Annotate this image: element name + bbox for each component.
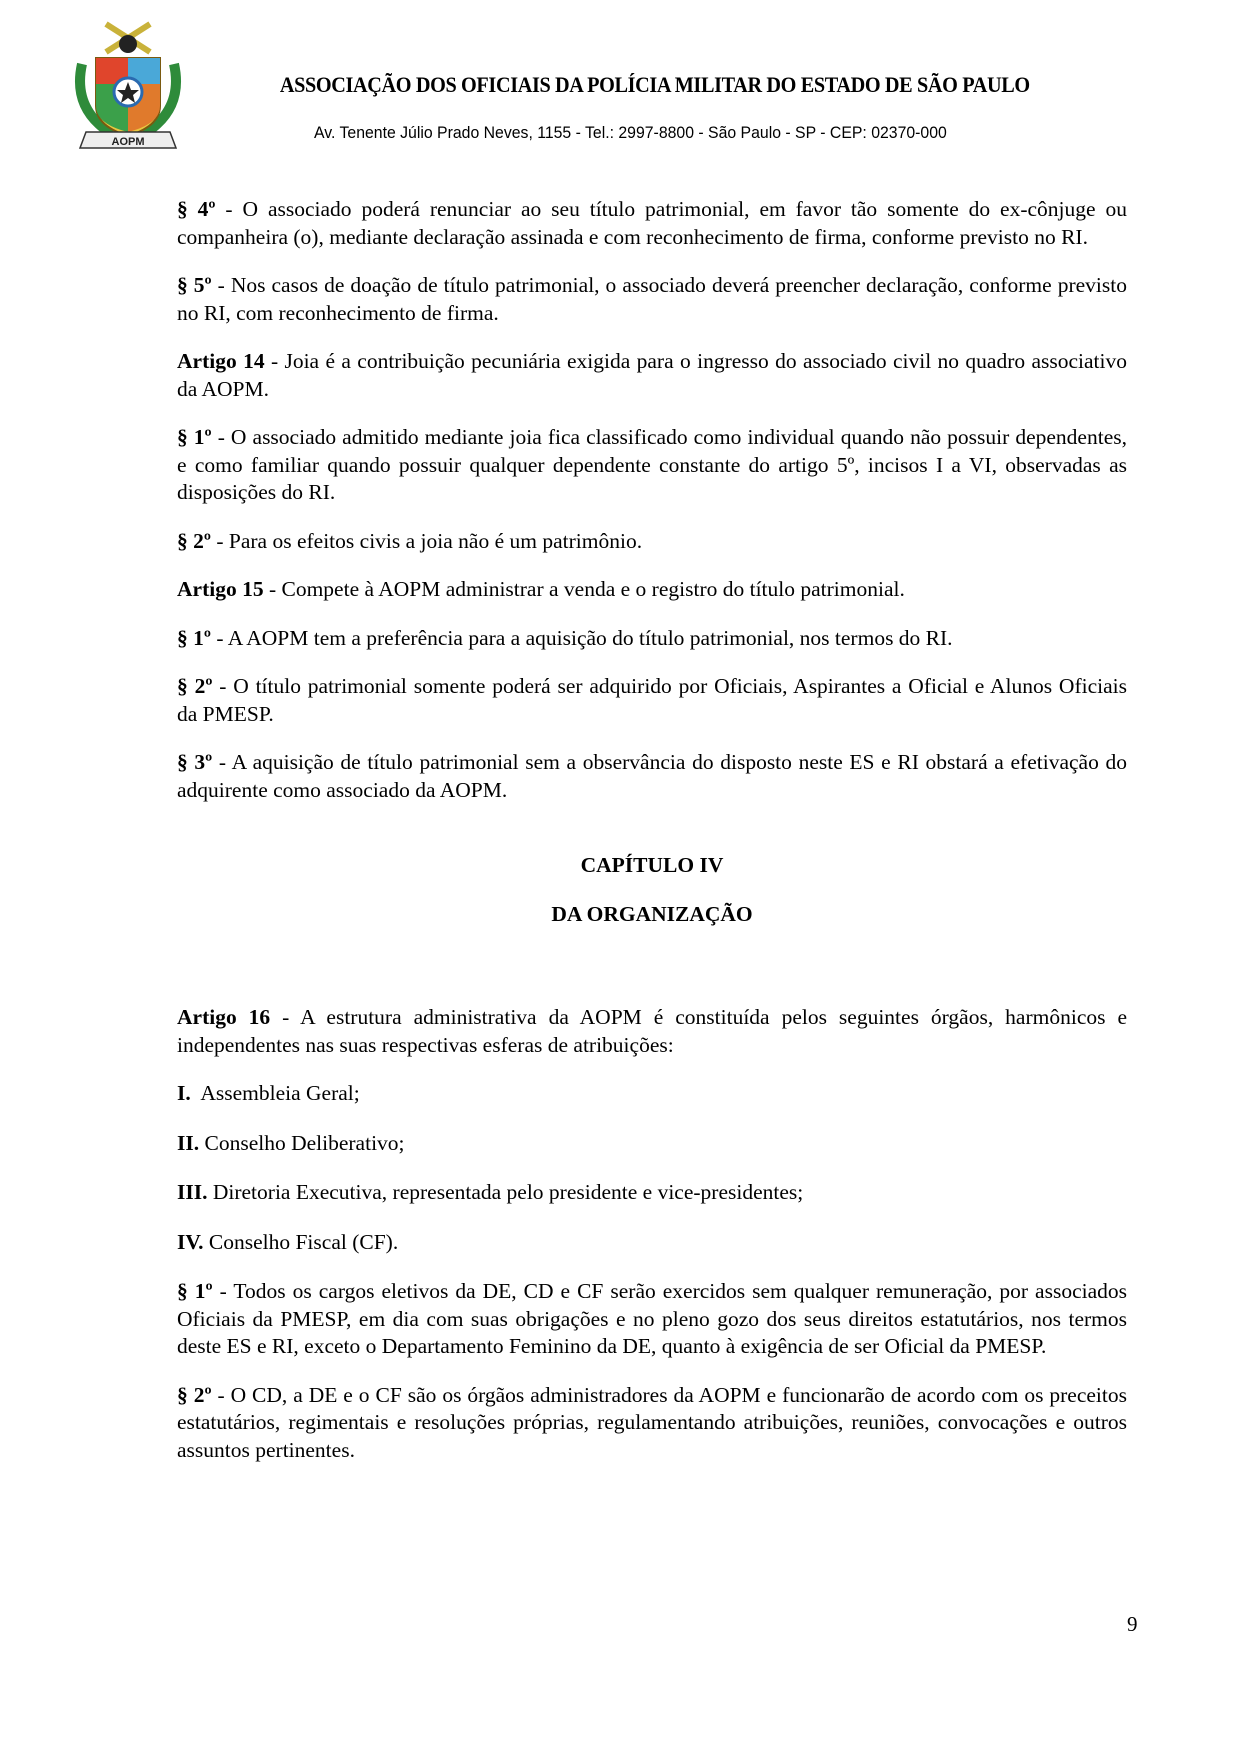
article-label: Artigo 16 <box>177 1005 271 1029</box>
paragraph-text: - O CD, a DE e o CF são os órgãos administradores da AOPM e funcionarão de acordo com os preceitos estatutários, regimentais e resoluções próprias, regulamentando atribuições, reuniões, convocações e outros assuntos pertinentes. <box>177 1382 1133 1462</box>
paragraph <box>177 348 1133 403</box>
list-item <box>177 1229 1127 1257</box>
crossed-pistols-icon <box>106 24 150 53</box>
paragraph <box>177 576 1127 604</box>
paragraph-label: § 2º <box>177 1382 212 1407</box>
list-item <box>177 1179 1127 1207</box>
paragraph-text: - A AOPM tem a preferência para a aquisição do título patrimonial, nos termos do RI. <box>210 625 953 650</box>
list-item-text: Conselho Fiscal (CF). <box>203 1229 399 1254</box>
list-item-text: Assembleia Geral; <box>190 1081 360 1105</box>
paragraph-label: § 4º <box>177 197 216 221</box>
paragraph <box>177 528 1127 556</box>
chapter-title: DA ORGANIZAÇÃO <box>551 901 753 926</box>
paragraph-text: - Para os efeitos civis a joia não é um patrimônio. <box>210 528 643 553</box>
organ-list <box>177 1080 1127 1256</box>
paragraph <box>177 196 1133 251</box>
page-number: 9 <box>1127 1612 1138 1636</box>
paragraph <box>177 749 1133 804</box>
organization-title: ASSOCIAÇÃO DOS OFICIAIS DA POLÍCIA MILITAR DO ESTADO DE SÃO PAULO <box>279 72 1030 97</box>
list-item-label: III. <box>177 1180 208 1204</box>
paragraph-text: - O associado admitido mediante joia fica classificado como individual quando não possuir dependentes, e como familiar quando possuir qualquer dependente constante do artigo 5º, incisos I a VI, observadas as disposições do RI. <box>177 425 1133 504</box>
paragraph-label: § 2º <box>177 674 213 698</box>
paragraphs-top <box>177 196 1133 804</box>
paragraph-label: § 1º <box>177 1279 213 1303</box>
list-item-text: Conselho Deliberativo; <box>199 1130 405 1155</box>
paragraph-text: - Compete à AOPM administrar a venda e o registro do título patrimonial. <box>263 577 905 601</box>
article-text: - A estrutura administrativa da AOPM é constituída pelos seguintes órgãos, harmônicos e independentes nas suas respectivas esferas de atribuições: <box>177 1005 1128 1057</box>
paragraph <box>177 1382 1133 1465</box>
paragraph <box>177 272 1133 327</box>
list-item <box>177 1080 1127 1108</box>
paragraph-text: - A aquisição de título patrimonial sem a observância do disposto neste ES e RI obstará a efetivação do adquirente como associado da AOPM. <box>177 750 1133 802</box>
list-item <box>177 1130 1127 1158</box>
list-item-label: IV. <box>177 1229 204 1254</box>
article-16 <box>177 1004 1127 1059</box>
paragraph-text: - O título patrimonial somente poderá ser adquirido por Oficiais, Aspirantes a Oficial e Alunos Oficiais da PMESP. <box>177 674 1133 726</box>
list-item-label: II. <box>177 1130 200 1155</box>
paragraph-text: - Todos os cargos eletivos da DE, CD e CF serão exercidos sem qualquer remuneração, por associados Oficiais da PMESP, em dia com suas obrigações e no pleno gozo dos seus direitos estatutários, nos termos deste ES e RI, exceto o Departamento Feminino da DE, quanto à exigência de ser Oficial da PMESP. <box>177 1279 1133 1358</box>
paragraph-label: § 2º <box>177 528 211 553</box>
paragraph-label: Artigo 14 <box>177 349 265 373</box>
organization-address: Av. Tenente Júlio Prado Neves, 1155 - Tel.: 2997-8800 - São Paulo - SP - CEP: 02370-000 <box>314 123 947 142</box>
paragraph <box>177 1278 1133 1361</box>
chapter-number: CAPÍTULO IV <box>580 853 724 877</box>
paragraph-text: - Joia é a contribuição pecuniária exigida para o ingresso do associado civil no quadro associativo da AOPM. <box>177 349 1133 401</box>
paragraphs-bottom <box>177 1278 1133 1464</box>
paragraph-label: § 5º <box>177 273 212 297</box>
paragraph <box>177 625 1127 653</box>
logo-label: AOPM <box>111 136 145 148</box>
paragraph-label: § 3º <box>177 750 213 774</box>
paragraph-label: § 1º <box>177 625 211 650</box>
aopm-logo <box>72 14 184 154</box>
document-body <box>177 196 1133 1485</box>
paragraph-label: § 1º <box>177 425 212 449</box>
paragraph-text: - O associado poderá renunciar ao seu título patrimonial, em favor tão somente do ex-cônjuge ou companheira (o), mediante declaração assinada e com reconhecimento de firma, conforme previsto no RI. <box>177 197 1133 249</box>
paragraph-text: - Nos casos de doação de título patrimonial, o associado deverá preencher declaração, conforme previsto no RI, com reconhecimento de firma. <box>177 273 1133 325</box>
paragraph-label: Artigo 15 <box>177 577 264 601</box>
paragraph <box>177 673 1133 728</box>
paragraph <box>177 424 1133 507</box>
list-item-text: Diretoria Executiva, representada pelo presidente e vice-presidentes; <box>207 1180 804 1204</box>
list-item-label: I. <box>177 1081 191 1105</box>
